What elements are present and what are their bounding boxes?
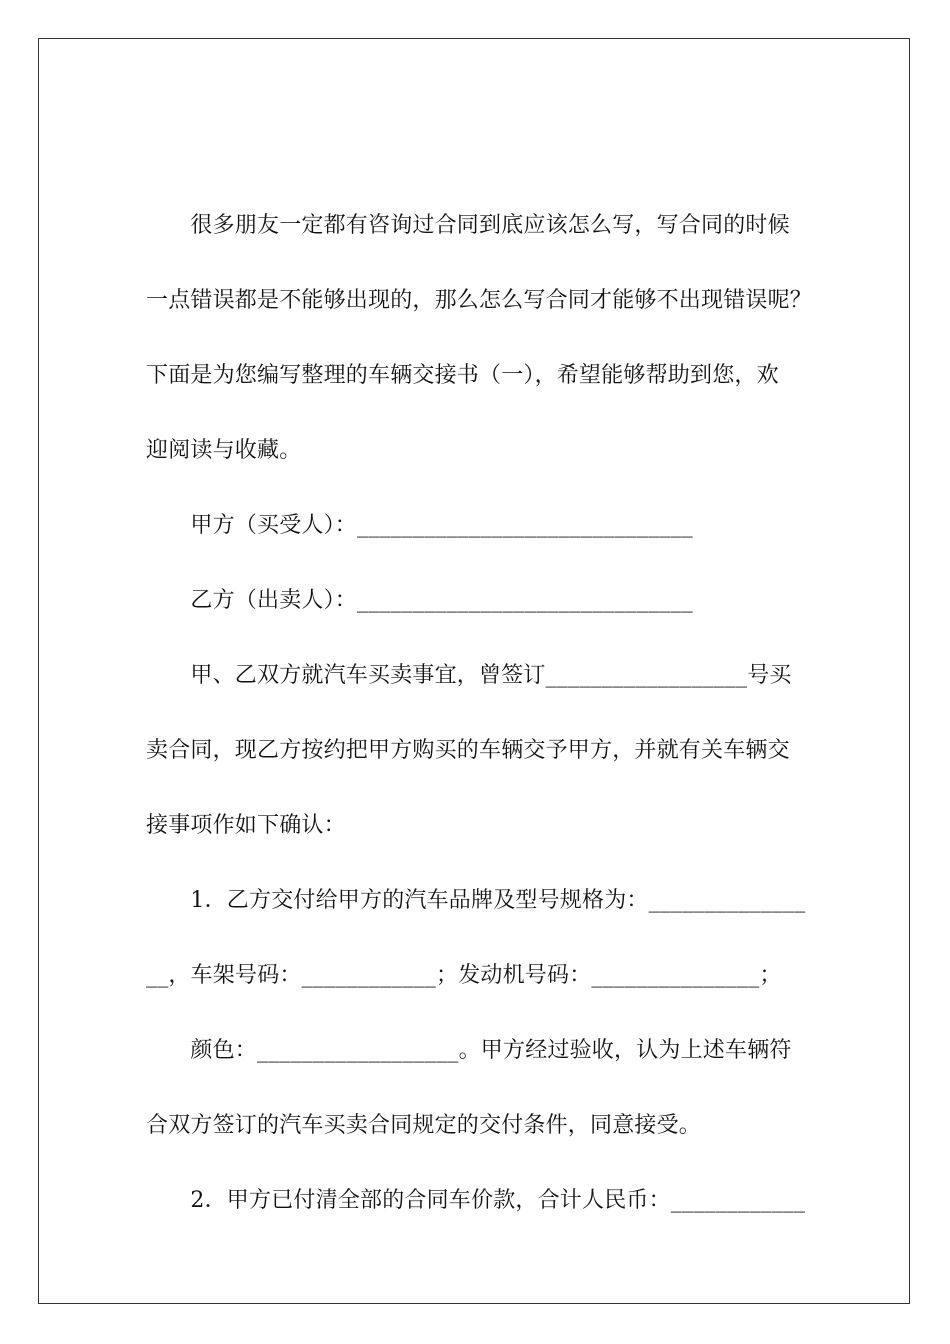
- clause-2-line: 2．甲方已付清全部的合同车价款，合计人民币：____________: [146, 1188, 806, 1213]
- text-line: 卖合同，现乙方按约把甲方购买的车辆交予甲方，并就有关车辆交: [146, 738, 790, 763]
- text-line: 合双方签订的汽车买卖合同规定的交付条件，同意接受。: [146, 1113, 702, 1138]
- text-line: 接事项作如下确认：: [146, 813, 346, 838]
- text-line: 甲、乙双方就汽车买卖事宜，曾签订__________________号买: [146, 663, 792, 688]
- text-line: __，车架号码：____________；发动机号码：_______________；: [146, 963, 782, 988]
- text-line: 颜色：__________________。甲方经过验收，认为上述车辆符: [146, 1038, 792, 1063]
- text-line: 下面是为您编写整理的车辆交接书（一），希望能够帮助到您，欢: [146, 363, 779, 388]
- text-line: 很多朋友一定都有咨询过合同到底应该怎么写，写合同的时候: [146, 213, 790, 238]
- clause-1-line: 1．乙方交付给甲方的汽车品牌及型号规格为：______________: [146, 888, 806, 913]
- buyer-field-line: 甲方（买受人）：______________________________: [146, 513, 694, 538]
- seller-field-line: 乙方（出卖人）：______________________________: [146, 588, 694, 613]
- text-line: 一点错误都是不能够出现的，那么怎么写合同才能够不出现错误呢？: [146, 288, 813, 313]
- text-line: 迎阅读与收藏。: [146, 438, 302, 463]
